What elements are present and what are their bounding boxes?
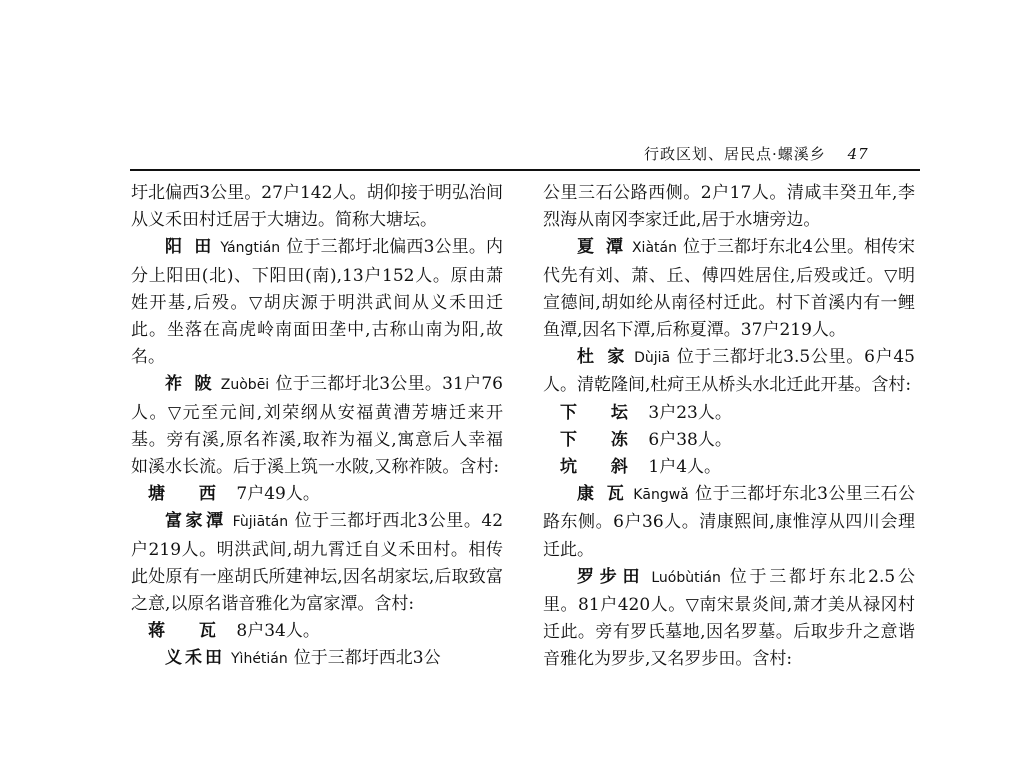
entry-yihetian <box>131 645 503 673</box>
section-title: 行政区划、居民点·螺溪乡 <box>644 145 826 163</box>
entry-zuobei <box>131 371 503 481</box>
village-kengxie <box>543 454 915 481</box>
village-xiadong <box>543 427 915 454</box>
village-tangxi <box>131 481 503 508</box>
entry-name: 富家潭 <box>165 511 227 532</box>
entry-text: 位于三都圩北3公里。31户76人。▽元至元间,刘荣纲从安福黄漕芳塘迁来开基。旁有溪,原名祚溪,取祚为福义,寓意后人幸福如溪水长流。后于溪上筑一水陂,又称祚陂。含村: <box>131 374 503 478</box>
entry-name: 祚 陂 <box>165 374 215 395</box>
village-name: 塘 西 <box>148 484 230 505</box>
village-name: 下 坛 <box>560 402 642 423</box>
entry-pinyin: Dùjiā <box>634 350 671 367</box>
entry-name: 罗步田 <box>577 566 646 587</box>
entry-text: 位于三都圩东北3公里三石公路东侧。6户36人。清康熙间,康惟淳从四川会理迁此。 <box>543 484 915 560</box>
paragraph-continuation: 公里三石公路西侧。2户17人。清咸丰癸丑年,李烈海从南冈李家迁此,居于水塘旁边。 <box>543 183 915 231</box>
entry-name: 夏 潭 <box>577 237 626 258</box>
entry-name: 阳 田 <box>165 237 215 258</box>
entry-text: 位于三都圩西北3公 <box>293 648 441 669</box>
entry-text: 位于三都圩北偏西3公里。内分上阳田(北)、下阳田(南),13户152人。原由萧姓开基,后殁。▽胡庆源于明洪武间从义禾田迁此。坐落在高虎岭南面田垄中,古称山南为阳,故名。 <box>131 237 503 368</box>
paragraph-continuation: 圩北偏西3公里。27户142人。胡仰接于明弘治间从义禾田村迁居于大塘边。简称大塘坛。 <box>131 183 503 231</box>
entry-pinyin: Yángtián <box>220 240 281 257</box>
page-number: 47 <box>847 145 869 163</box>
village-stats: 6户38人。 <box>648 429 732 450</box>
entry-fujiatan <box>131 508 503 618</box>
entry-pinyin: Kāngwǎ <box>633 487 689 504</box>
entry-yangtian <box>131 234 503 371</box>
village-jiangwa <box>131 618 503 645</box>
entry-text: 位于三都圩北3.5公里。6户45人。清乾隆间,杜疴王从桥头水北迁此开基。含村: <box>543 347 915 396</box>
entry-dujia <box>543 344 915 399</box>
village-stats: 1户4人。 <box>648 457 722 478</box>
header-divider <box>130 169 920 171</box>
village-stats: 3户23人。 <box>648 402 732 423</box>
running-header <box>644 143 869 164</box>
entry-name: 杜 家 <box>577 347 629 368</box>
village-name: 下 冻 <box>560 429 642 450</box>
entry-xiatan <box>543 234 915 344</box>
entry-name: 义禾田 <box>165 648 225 669</box>
entry-text: 位于三都圩东北4公里。相传宋代先有刘、萧、丘、傅四姓居住,后殁或迁。▽明宣德间,胡如纶从南径村迁此。村下首溪内有一鲤鱼潭,因名下潭,后称夏潭。37户219人。 <box>543 237 915 341</box>
village-stats: 8户34人。 <box>236 621 320 642</box>
entry-pinyin: Yìhétián <box>231 651 288 668</box>
entry-pinyin: Zuòbēi <box>220 377 270 394</box>
entry-text: 位于三都圩西北3公里。42户219人。明洪武间,胡九霄迁自义禾田村。相传此处原有一座胡氏所建神坛,因名胡家坛,后取致富之意,以原名谐音雅化为富家潭。含村: <box>131 511 504 615</box>
entry-kangwa <box>543 481 915 564</box>
entry-pinyin: Luóbùtián <box>651 569 721 586</box>
village-stats: 7户49人。 <box>236 484 320 505</box>
entry-name: 康 瓦 <box>577 484 628 505</box>
right-column <box>543 180 915 674</box>
village-name: 坑 斜 <box>560 457 642 478</box>
entry-text: 位于三都圩东北2.5公里。81户420人。▽南宋景炎间,萧才美从禄冈村迁此。旁有罗氏墓地,因名罗墓。后取步升之意谐音雅化为罗步,又名罗步田。含村: <box>543 566 915 670</box>
entry-pinyin: Fùjiātán <box>232 514 289 531</box>
entry-luobutian <box>543 564 915 674</box>
village-xiatan-sub <box>543 400 915 427</box>
entry-pinyin: Xiàtán <box>631 240 677 257</box>
left-column <box>131 180 503 674</box>
village-name: 蒋 瓦 <box>148 621 230 642</box>
